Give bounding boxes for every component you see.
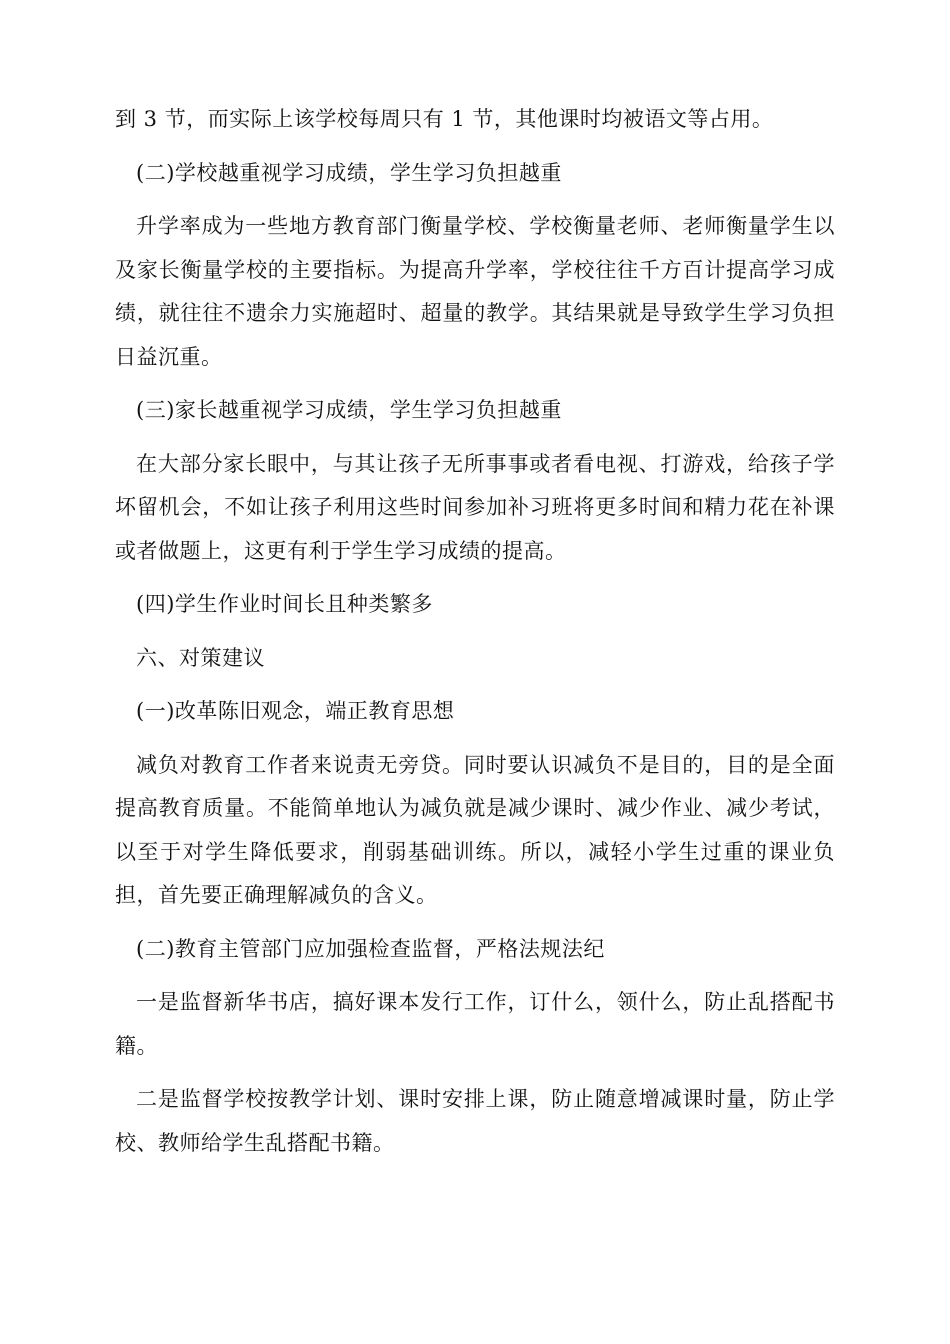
paragraph-school-supervision: 二是监督学校按教学计划、课时安排上课，防止随意增减课时量，防止学校、教师给学生乱搭配书籍。: [115, 1087, 835, 1155]
paragraph-burden-reduction: 减负对教育工作者来说责无旁贷。同时要认识减负不是目的，目的是全面提高教育质量。不能简单地认为减负就是减少课时、减少作业、减少考试，以至于对学生降低要求，削弱基础训练。所以，减轻小学生过重的课业负担，首先要正确理解减负的含义。: [115, 752, 835, 907]
section-heading-school-grades: (二)学校越重视学习成绩，学生学习负担越重: [136, 160, 562, 185]
paragraph-bookstore-supervision: 一是监督新华书店，搞好课本发行工作，订什么，领什么，防止乱搭配书籍。: [115, 990, 835, 1058]
paragraph-continuation: 到 3 节，而实际上该学校每周只有 1 节，其他课时均被语文等占用。: [115, 107, 774, 131]
section-heading-reform-concepts: (一)改革陈旧观念，端正教育思想: [136, 699, 455, 723]
section-heading-parents-grades: (三)家长越重视学习成绩，学生学习负担越重: [136, 398, 562, 422]
section-heading-countermeasures: 六、对策建议: [136, 645, 265, 670]
section-heading-homework-time: (四)学生作业时间长且种类繁多: [136, 592, 433, 616]
document-body: [115, 98, 835, 1175]
paragraph-parents-view: 在大部分家长眼中，与其让孩子无所事事或者看电视、打游戏，给孩子学坏留机会，不如让孩子利用这些时间参加补习班将更多时间和精力花在补课或者做题上，这更有利于学生学习成绩的提高。: [115, 451, 835, 563]
section-heading-supervision: (二)教育主管部门应加强检查监督，严格法规法纪: [136, 936, 605, 961]
paragraph-promotion-rate: 升学率成为一些地方教育部门衡量学校、学校衡量老师、老师衡量学生以及家长衡量学校的主要指标。为提高升学率，学校往往千方百计提高学习成绩，就往往不遗余力实施超时、超量的教学。其结果就是导致学生学习负担日益沉重。: [115, 214, 835, 369]
